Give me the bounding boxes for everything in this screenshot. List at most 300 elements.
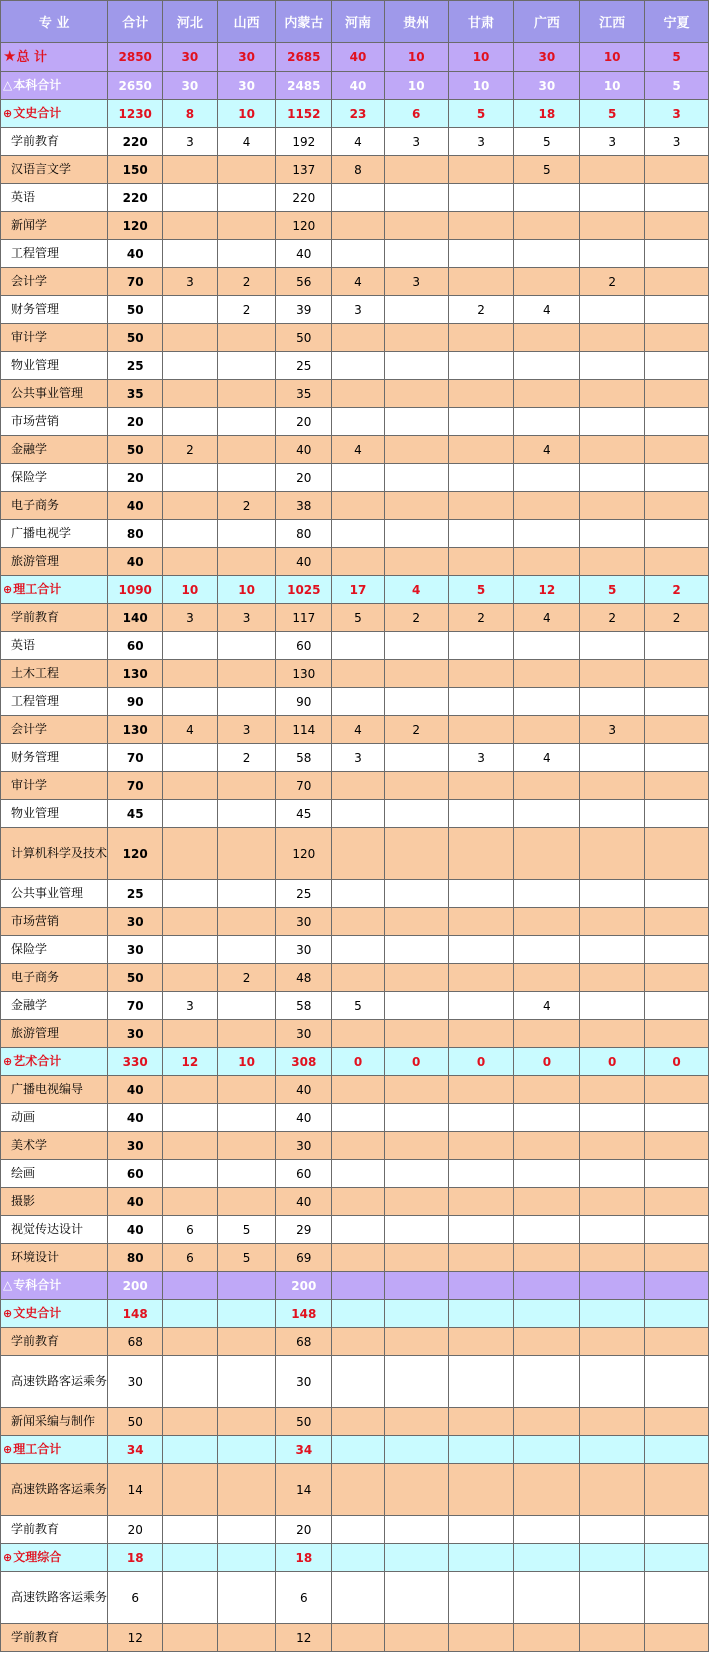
province-cell	[448, 772, 514, 800]
major-name: 总 计	[16, 50, 47, 65]
province-cell	[332, 492, 385, 520]
province-cell: 4	[514, 436, 580, 464]
province-cell	[645, 1464, 709, 1516]
province-cell: 10	[580, 72, 645, 100]
total-cell: 150	[108, 156, 163, 184]
total-cell: 70	[108, 268, 163, 296]
province-cell	[384, 1020, 448, 1048]
major-cell	[1, 1216, 108, 1244]
province-cell	[384, 1104, 448, 1132]
province-cell	[384, 908, 448, 936]
province-cell	[217, 1300, 276, 1328]
table-row	[1, 268, 709, 296]
province-cell: 39	[276, 296, 332, 324]
province-cell: 2	[384, 716, 448, 744]
province-cell	[332, 800, 385, 828]
province-cell: 3	[332, 296, 385, 324]
table-row	[1, 1104, 709, 1132]
province-cell	[217, 1160, 276, 1188]
province-cell	[580, 880, 645, 908]
table-row	[1, 1020, 709, 1048]
province-cell	[645, 1132, 709, 1160]
category-row	[1, 100, 709, 128]
major-cell	[1, 268, 108, 296]
province-cell: 4	[384, 576, 448, 604]
province-cell	[163, 324, 218, 352]
total-cell: 60	[108, 632, 163, 660]
table-row	[1, 1408, 709, 1436]
province-cell	[645, 1516, 709, 1544]
table-row	[1, 1516, 709, 1544]
province-cell: 192	[276, 128, 332, 156]
header-guizhou: 贵州	[384, 1, 448, 43]
province-cell	[217, 184, 276, 212]
province-cell: 2	[217, 744, 276, 772]
province-cell: 10	[163, 576, 218, 604]
province-cell	[645, 1544, 709, 1572]
total-cell: 330	[108, 1048, 163, 1076]
province-cell: 29	[276, 1216, 332, 1244]
province-cell	[384, 1188, 448, 1216]
province-cell	[580, 240, 645, 268]
circle-plus-icon: ⊕	[3, 1443, 13, 1456]
subtotal-row	[1, 72, 709, 100]
total-cell: 20	[108, 1516, 163, 1544]
province-cell	[217, 156, 276, 184]
category-row	[1, 1048, 709, 1076]
province-cell: 10	[217, 1048, 276, 1076]
major-name: 英语	[11, 638, 36, 652]
major-name: 英语	[11, 190, 36, 204]
province-cell	[332, 828, 385, 880]
province-cell: 2	[217, 296, 276, 324]
province-cell	[163, 548, 218, 576]
province-cell	[580, 1300, 645, 1328]
table-row	[1, 828, 709, 880]
header-shanxi: 山西	[217, 1, 276, 43]
province-cell: 2	[580, 268, 645, 296]
province-cell	[163, 352, 218, 380]
province-cell	[217, 1328, 276, 1356]
province-cell: 0	[448, 1048, 514, 1076]
province-cell	[448, 688, 514, 716]
major-cell	[1, 240, 108, 268]
province-cell	[580, 936, 645, 964]
province-cell: 3	[163, 128, 218, 156]
province-cell	[448, 1356, 514, 1408]
province-cell	[332, 1244, 385, 1272]
province-cell	[645, 352, 709, 380]
province-cell	[163, 688, 218, 716]
province-cell: 40	[276, 240, 332, 268]
province-cell	[163, 1572, 218, 1624]
province-cell	[580, 380, 645, 408]
province-cell: 14	[276, 1464, 332, 1516]
total-cell: 2650	[108, 72, 163, 100]
province-cell	[514, 1544, 580, 1572]
province-cell	[217, 1272, 276, 1300]
major-name: 会计学	[11, 274, 48, 288]
province-cell	[163, 184, 218, 212]
province-cell	[645, 1244, 709, 1272]
province-cell: 56	[276, 268, 332, 296]
major-name: 理工合计	[13, 1442, 62, 1456]
province-cell	[514, 688, 580, 716]
major-cell	[1, 828, 108, 880]
province-cell: 117	[276, 604, 332, 632]
table-row	[1, 688, 709, 716]
province-cell	[163, 936, 218, 964]
province-cell	[332, 520, 385, 548]
table-row	[1, 324, 709, 352]
province-cell: 40	[332, 72, 385, 100]
province-cell	[332, 380, 385, 408]
major-name: 物业管理	[11, 806, 60, 820]
major-cell	[1, 964, 108, 992]
province-cell	[217, 548, 276, 576]
province-cell: 30	[276, 908, 332, 936]
province-cell	[580, 408, 645, 436]
province-cell	[384, 660, 448, 688]
province-cell	[332, 1188, 385, 1216]
major-name: 广播电视编导	[11, 1082, 84, 1096]
province-cell: 4	[514, 744, 580, 772]
total-cell: 200	[108, 1272, 163, 1300]
major-cell	[1, 1020, 108, 1048]
total-cell: 14	[108, 1464, 163, 1516]
province-cell: 137	[276, 156, 332, 184]
province-cell	[163, 212, 218, 240]
province-cell	[580, 352, 645, 380]
major-cell	[1, 1104, 108, 1132]
total-cell: 130	[108, 716, 163, 744]
province-cell	[448, 936, 514, 964]
major-name: 环境设计	[11, 1250, 60, 1264]
province-cell: 50	[276, 324, 332, 352]
province-cell	[384, 380, 448, 408]
major-cell	[1, 908, 108, 936]
province-cell	[384, 464, 448, 492]
table-row	[1, 1160, 709, 1188]
province-cell	[217, 1356, 276, 1408]
province-cell	[448, 1216, 514, 1244]
province-cell	[384, 184, 448, 212]
header-row	[1, 1, 709, 43]
province-cell	[448, 184, 514, 212]
province-cell	[384, 992, 448, 1020]
province-cell	[384, 1300, 448, 1328]
subtotal-row	[1, 1272, 709, 1300]
table-row	[1, 352, 709, 380]
major-cell	[1, 772, 108, 800]
province-cell	[384, 352, 448, 380]
major-cell	[1, 1048, 108, 1076]
province-cell	[514, 1516, 580, 1544]
province-cell	[580, 744, 645, 772]
province-cell	[645, 1272, 709, 1300]
province-cell	[514, 1572, 580, 1624]
province-cell	[514, 464, 580, 492]
province-cell	[217, 408, 276, 436]
province-cell: 40	[276, 1076, 332, 1104]
province-cell	[645, 908, 709, 936]
province-cell	[332, 408, 385, 436]
province-cell: 30	[514, 72, 580, 100]
province-cell	[384, 828, 448, 880]
major-name: 学前教育	[11, 1630, 60, 1644]
province-cell	[332, 1464, 385, 1516]
province-cell	[580, 800, 645, 828]
province-cell	[332, 1436, 385, 1464]
major-name: 财务管理	[11, 302, 60, 316]
province-cell: 60	[276, 1160, 332, 1188]
province-cell	[163, 1132, 218, 1160]
province-cell: 8	[332, 156, 385, 184]
province-cell	[384, 800, 448, 828]
province-cell	[163, 1020, 218, 1048]
province-cell	[163, 1356, 218, 1408]
province-cell	[217, 436, 276, 464]
province-cell	[384, 772, 448, 800]
total-cell: 120	[108, 828, 163, 880]
province-cell	[448, 240, 514, 268]
province-cell	[163, 1076, 218, 1104]
province-cell	[217, 1408, 276, 1436]
province-cell	[514, 1408, 580, 1436]
province-cell: 30	[276, 1356, 332, 1408]
major-cell	[1, 1356, 108, 1408]
province-cell	[332, 324, 385, 352]
header-total: 合计	[108, 1, 163, 43]
province-cell	[384, 436, 448, 464]
province-cell	[580, 324, 645, 352]
province-cell	[645, 1572, 709, 1624]
province-cell	[217, 1464, 276, 1516]
major-name: 计算机科学及技术	[11, 846, 108, 860]
province-cell	[217, 632, 276, 660]
province-cell	[384, 744, 448, 772]
table-row	[1, 604, 709, 632]
province-cell	[163, 828, 218, 880]
province-cell	[217, 1132, 276, 1160]
province-cell	[448, 1436, 514, 1464]
major-name: 文史合计	[13, 106, 62, 120]
major-name: 市场营销	[11, 414, 60, 428]
province-cell: 8	[163, 100, 218, 128]
province-cell	[448, 492, 514, 520]
province-cell	[217, 324, 276, 352]
table-row	[1, 716, 709, 744]
total-cell: 30	[108, 936, 163, 964]
province-cell: 40	[276, 1104, 332, 1132]
major-name: 金融学	[11, 442, 48, 456]
province-cell	[645, 800, 709, 828]
province-cell	[332, 1572, 385, 1624]
total-cell: 40	[108, 1076, 163, 1104]
province-cell	[514, 1020, 580, 1048]
category-row	[1, 1436, 709, 1464]
province-cell	[332, 1516, 385, 1544]
circle-plus-icon: ⊕	[3, 583, 13, 596]
major-cell	[1, 1624, 108, 1652]
province-cell: 58	[276, 744, 332, 772]
major-cell	[1, 408, 108, 436]
table-row	[1, 744, 709, 772]
table-row	[1, 936, 709, 964]
major-cell	[1, 380, 108, 408]
province-cell	[163, 1516, 218, 1544]
table-row	[1, 964, 709, 992]
province-cell	[580, 212, 645, 240]
total-cell: 40	[108, 1104, 163, 1132]
province-cell: 30	[276, 936, 332, 964]
total-cell: 130	[108, 660, 163, 688]
province-cell	[384, 492, 448, 520]
total-row	[1, 43, 709, 72]
province-cell	[448, 408, 514, 436]
province-cell	[645, 380, 709, 408]
province-cell	[217, 800, 276, 828]
province-cell	[580, 1132, 645, 1160]
province-cell	[163, 1544, 218, 1572]
table-row	[1, 212, 709, 240]
province-cell: 40	[276, 548, 332, 576]
province-cell	[163, 744, 218, 772]
province-cell	[384, 1160, 448, 1188]
province-cell	[645, 1160, 709, 1188]
province-cell	[580, 436, 645, 464]
major-cell	[1, 1300, 108, 1328]
province-cell	[448, 1328, 514, 1356]
major-name: 理工合计	[13, 582, 62, 596]
province-cell	[514, 520, 580, 548]
province-cell: 4	[332, 128, 385, 156]
major-name: 旅游管理	[11, 1026, 60, 1040]
table-row	[1, 908, 709, 936]
major-cell	[1, 1160, 108, 1188]
province-cell	[448, 716, 514, 744]
province-cell: 17	[332, 576, 385, 604]
major-name: 绘画	[11, 1166, 36, 1180]
province-cell: 80	[276, 520, 332, 548]
province-cell: 10	[448, 72, 514, 100]
province-cell	[448, 1244, 514, 1272]
total-cell: 148	[108, 1300, 163, 1328]
province-cell	[332, 240, 385, 268]
major-name: 新闻采编与制作	[11, 1414, 96, 1428]
province-cell: 20	[276, 408, 332, 436]
table-row	[1, 520, 709, 548]
major-name: 专科合计	[13, 1278, 62, 1292]
triangle-icon: △	[3, 78, 13, 92]
province-cell: 3	[448, 128, 514, 156]
province-cell	[645, 1020, 709, 1048]
province-cell	[448, 1020, 514, 1048]
total-cell: 220	[108, 184, 163, 212]
province-cell	[514, 1104, 580, 1132]
total-cell: 40	[108, 1188, 163, 1216]
province-cell: 12	[276, 1624, 332, 1652]
province-cell	[580, 1436, 645, 1464]
province-cell	[384, 156, 448, 184]
major-name: 高速铁路客运乘务	[11, 1482, 108, 1496]
province-cell	[384, 880, 448, 908]
total-cell: 68	[108, 1328, 163, 1356]
province-cell: 130	[276, 660, 332, 688]
major-cell	[1, 492, 108, 520]
table-row	[1, 660, 709, 688]
province-cell	[384, 548, 448, 576]
province-cell	[645, 1328, 709, 1356]
province-cell	[384, 408, 448, 436]
province-cell	[448, 1272, 514, 1300]
province-cell	[448, 464, 514, 492]
province-cell	[163, 296, 218, 324]
province-cell	[217, 1188, 276, 1216]
province-cell	[332, 1272, 385, 1300]
province-cell	[448, 1132, 514, 1160]
major-name: 广播电视学	[11, 526, 72, 540]
total-cell: 50	[108, 1408, 163, 1436]
major-cell	[1, 1464, 108, 1516]
total-cell: 60	[108, 1160, 163, 1188]
province-cell	[514, 492, 580, 520]
major-name: 保险学	[11, 470, 48, 484]
major-cell	[1, 1408, 108, 1436]
province-cell: 3	[217, 604, 276, 632]
province-cell	[514, 1356, 580, 1408]
table-row	[1, 632, 709, 660]
province-cell: 5	[217, 1244, 276, 1272]
major-cell	[1, 1272, 108, 1300]
province-cell: 70	[276, 772, 332, 800]
province-cell	[448, 800, 514, 828]
total-cell: 50	[108, 964, 163, 992]
major-cell	[1, 992, 108, 1020]
province-cell: 220	[276, 184, 332, 212]
circle-plus-icon: ⊕	[3, 107, 13, 120]
province-cell	[332, 964, 385, 992]
province-cell	[163, 772, 218, 800]
circle-plus-icon: ⊕	[3, 1307, 13, 1320]
province-cell	[580, 1020, 645, 1048]
major-cell	[1, 548, 108, 576]
province-cell	[645, 1300, 709, 1328]
major-cell	[1, 716, 108, 744]
province-cell: 5	[580, 100, 645, 128]
province-cell	[580, 1244, 645, 1272]
province-cell	[384, 1244, 448, 1272]
province-cell: 4	[514, 296, 580, 324]
province-cell	[645, 1624, 709, 1652]
province-cell	[384, 1076, 448, 1104]
table-row	[1, 1076, 709, 1104]
province-cell	[580, 1160, 645, 1188]
province-cell: 10	[217, 100, 276, 128]
province-cell	[448, 1516, 514, 1544]
major-cell	[1, 1244, 108, 1272]
total-cell: 34	[108, 1436, 163, 1464]
major-name: 保险学	[11, 942, 48, 956]
province-cell	[514, 632, 580, 660]
province-cell: 0	[580, 1048, 645, 1076]
total-cell: 80	[108, 1244, 163, 1272]
total-cell: 6	[108, 1572, 163, 1624]
province-cell	[163, 1408, 218, 1436]
province-cell: 69	[276, 1244, 332, 1272]
province-cell	[645, 1436, 709, 1464]
province-cell	[384, 632, 448, 660]
